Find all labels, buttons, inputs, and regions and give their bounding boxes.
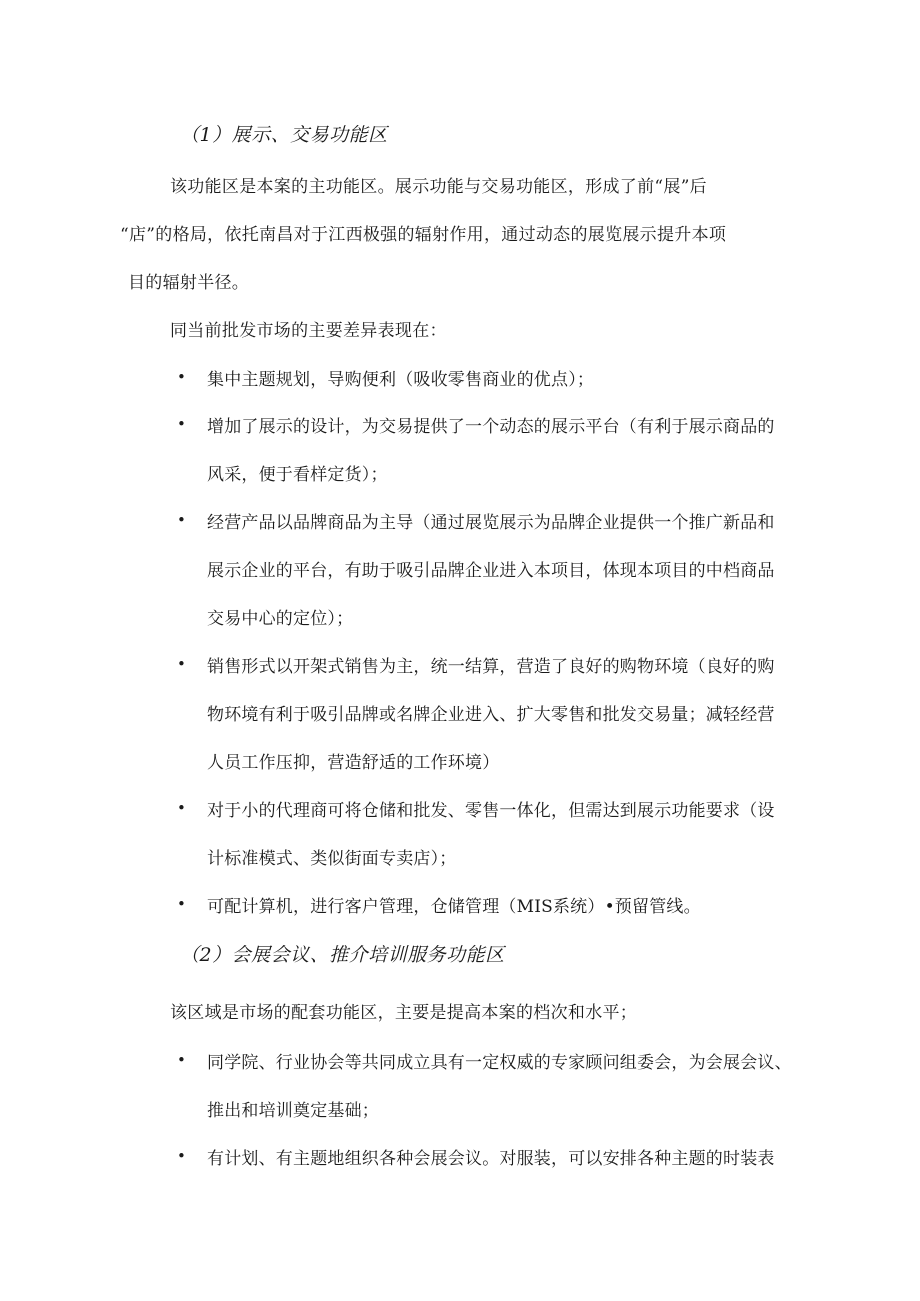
differences-intro: 同当前批发市场的主要差异表现在：	[170, 321, 447, 341]
bullet-marker: •	[177, 655, 186, 673]
bullet-marker: •	[177, 511, 186, 529]
section1-intro-line-3: 目的辐射半径。	[128, 273, 250, 293]
bullet-4-line-3: 人员工作压抑，营造舒适的工作环境）	[207, 753, 500, 773]
section2-intro: 该区域是市场的配套功能区，主要是提高本案的档次和水平；	[170, 1003, 638, 1023]
bullet-marker: •	[177, 415, 186, 433]
bullet-3-line-2: 展示企业的平台，有助于吸引品牌企业进入本项目，体现本项目的中档商品	[207, 561, 775, 581]
section1-heading: （1）展示、交易功能区	[180, 124, 388, 146]
bullet-3-line-1: 经营产品以品牌商品为主导（通过展览展示为品牌企业提供一个推广新品和	[207, 513, 775, 533]
section2-bullet-1-line-2: 推出和培训奠定基础；	[207, 1101, 379, 1121]
bullet-4-line-2: 物环境有利于吸引品牌或名牌企业进入、扩大零售和批发交易量；减轻经营	[207, 705, 775, 725]
bullet-marker: •	[177, 368, 186, 386]
section2-heading: （2）会展会议、推介培训服务功能区	[180, 944, 505, 966]
section2-bullet-1-line-1: 同学院、行业协会等共同成立具有一定权威的专家顾问组委会，为会展会议、	[207, 1053, 792, 1073]
section1-intro-line-2: “店”的格局，依托南昌对于江西极强的辐射作用，通过动态的展览展示提升本项	[120, 225, 727, 245]
bullet-marker: •	[177, 1147, 186, 1165]
bullet-3-line-3: 交易中心的定位）；	[207, 609, 354, 629]
bullet-2-line-2: 风采，便于看样定货）；	[207, 465, 388, 485]
section2-bullet-2-line-1: 有计划、有主题地组织各种会展会议。对服装，可以安排各种主题的时装表	[207, 1149, 775, 1169]
bullet-marker: •	[177, 799, 186, 817]
bullet-marker: •	[177, 895, 186, 913]
section1-intro-line-1: 该功能区是本案的主功能区。展示功能与交易功能区，形成了前“展”后	[170, 177, 707, 197]
bullet-1-line-1: 集中主题规划，导购便利（吸收零售商业的优点）；	[207, 370, 595, 390]
bullet-marker: •	[177, 1051, 186, 1069]
bullet-5-line-1: 对于小的代理商可将仓储和批发、零售一体化，但需达到展示功能要求（设	[207, 801, 775, 821]
bullet-5-line-2: 计标准模式、类似街面专卖店）；	[207, 849, 457, 869]
bullet-2-line-1: 增加了展示的设计，为交易提供了一个动态的展示平台（有利于展示商品的	[207, 417, 775, 437]
bullet-6-line-1: 可配计算机，进行客户管理，仓储管理（MIS系统）•预留管线。	[207, 897, 701, 917]
bullet-4-line-1: 销售形式以开架式销售为主，统一结算，营造了良好的购物环境（良好的购	[207, 657, 775, 677]
